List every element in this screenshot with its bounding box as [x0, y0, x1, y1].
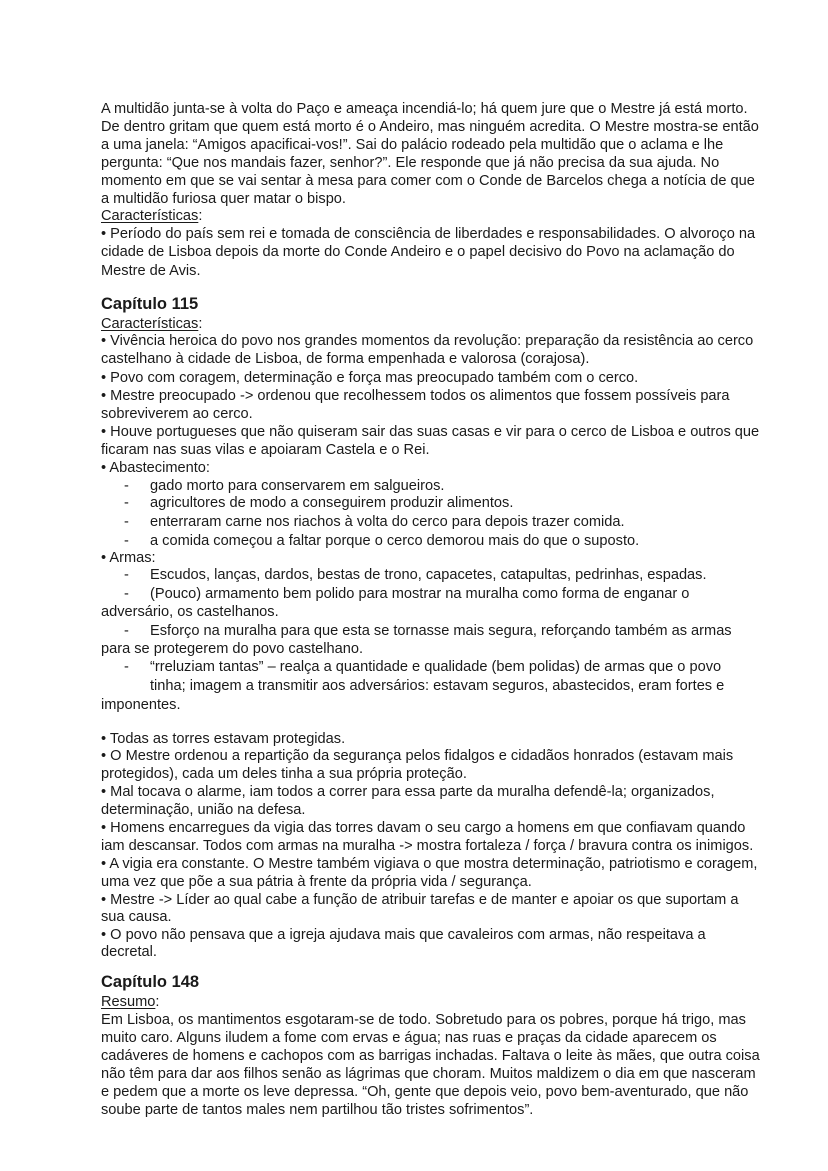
text-line: • O Mestre ordenou a repartição da segurança pelos fidalgos e cidadãos honrados (estavam mais: [101, 748, 734, 764]
list-item: “rreluziam tantas” – realça a quantidade e qualidade (bem polidas) de armas que o povo: [150, 659, 722, 675]
list-item: agricultores de modo a conseguirem produzir alimentos.: [150, 495, 514, 511]
text-line: pergunta: “Que nos mandais fazer, senhor?”. Ele responde que já não precisa da sua ajuda. No: [101, 155, 720, 171]
text-line: • Período do país sem rei e tomada de consciência de liberdades e responsabilidades. O alvoroço na: [101, 226, 756, 242]
text-line: • Houve portugueses que não quiseram sair das suas casas e vir para o cerco de Lisboa e outros que: [101, 424, 760, 440]
label-text: Características: [101, 208, 199, 224]
text-line: • Mal tocava o alarme, iam todos a correr para essa parte da muralha defendê-la; organizados,: [101, 784, 715, 800]
dash-marker: -: [124, 586, 129, 602]
text-line: e pedem que a morte os leve depressa. “Oh, gente que depois veio, povo bem-aventurado, que não: [101, 1084, 749, 1100]
text-line: protegidos), cada um deles tinha a sua própria proteção.: [101, 766, 467, 782]
list-item: enterraram carne nos riachos à volta do cerco para depois trazer comida.: [150, 514, 625, 530]
label-colon: :: [198, 316, 203, 332]
text-line: • Todas as torres estavam protegidas.: [101, 731, 346, 747]
section-label-caracteristicas: [101, 207, 202, 225]
dash-marker: -: [124, 623, 129, 639]
label-colon: :: [155, 994, 160, 1010]
dash-marker: -: [124, 478, 129, 494]
list-item: Esforço na muralha para que esta se tornasse mais segura, reforçando também as armas: [150, 623, 732, 639]
text-line: sobreviverem ao cerco.: [101, 406, 253, 422]
label-colon: :: [198, 208, 203, 224]
armas-label: • Armas:: [101, 550, 156, 566]
text-line: • Homens encarregues da vigia das torres davam o seu cargo a homens em que confiavam quando: [101, 820, 746, 836]
text-line: castelhano à cidade de Lisboa, de forma empenhada e valorosa (corajosa).: [101, 351, 590, 367]
text-line: a uma janela: “Amigos apacificai-vos!”. Sai do palácio rodeado pela multidão que o aclama e lhe: [101, 137, 724, 153]
chapter-heading-148: Capítulo 148: [101, 973, 200, 991]
section-label-resumo: [101, 993, 159, 1011]
list-item-continuation: para se protegerem do povo castelhano.: [101, 641, 364, 657]
list-item: a comida começou a faltar porque o cerco demorou mais do que o suposto.: [150, 533, 640, 549]
text-line: determinação, união na defesa.: [101, 802, 306, 818]
text-line: soube parte de tantos males nem partilhou tão tristes sofrimentos”.: [101, 1102, 534, 1118]
text-line: Em Lisboa, os mantimentos esgotaram-se de todo. Sobretudo para os pobres, porque há trigo, mas: [101, 1012, 746, 1028]
dash-marker: -: [124, 514, 129, 530]
list-item-continuation: imponentes.: [101, 697, 181, 713]
dash-marker: -: [124, 495, 129, 511]
text-line: cadáveres de homens e cachopos com as barrigas inchadas. Faltava o leite às mães, que outra coisa: [101, 1048, 760, 1064]
list-item-continuation: adversário, os castelhanos.: [101, 604, 279, 620]
text-line: momento em que se vai sentar à mesa para comer com o Conde de Barcelos chega a notícia de que: [101, 173, 755, 189]
text-line: • Povo com coragem, determinação e força mas preocupado também com o cerco.: [101, 370, 639, 386]
text-line: cidade de Lisboa depois da morte do Conde Andeiro e o papel decisivo do Povo na aclamação do: [101, 244, 735, 260]
label-text: Resumo: [101, 994, 156, 1010]
dash-marker: -: [124, 567, 129, 583]
text-line: decretal.: [101, 944, 157, 960]
text-line: A multidão junta-se à volta do Paço e ameaça incendiá-lo; há quem jure que o Mestre já está morto.: [101, 101, 748, 117]
text-line: a multidão furiosa quer matar o bispo.: [101, 191, 346, 207]
text-line: uma vez que põe a sua pátria à frente da própria vida / segurança.: [101, 874, 532, 890]
dash-marker: -: [124, 659, 129, 675]
text-line: muito caro. Alguns iludem a fome com ervas e água; nas ruas e praças da cidade aparecem os: [101, 1030, 717, 1046]
text-line: • Mestre preocupado -> ordenou que recolhessem todos os alimentos que fossem possíveis para: [101, 388, 730, 404]
text-line: não têm para dar aos filhos senão as lágrimas que choram. Muitos maldizem o dia em que nasceram: [101, 1066, 756, 1082]
list-item: Escudos, lanças, dardos, bestas de trono, capacetes, catapultas, pedrinhas, espadas.: [150, 567, 707, 583]
chapter-heading-115: Capítulo 115: [101, 295, 199, 313]
text-line: ficaram nas suas vilas e apoiaram Castela e o Rei.: [101, 442, 430, 458]
text-line: De dentro gritam que quem está morto é o Andeiro, mas ninguém acredita. O Mestre mostra-se então: [101, 119, 759, 135]
text-line: iam descansar. Todos com armas na muralha -> mostra fortaleza / força / bravura contra os inimigos.: [101, 838, 754, 854]
text-line: • Abastecimento:: [101, 460, 210, 476]
label-text: Características: [101, 316, 199, 332]
dash-marker: -: [124, 533, 129, 549]
section-label-caracteristicas: [101, 315, 202, 333]
list-item: (Pouco) armamento bem polido para mostrar na muralha como forma de enganar o: [150, 586, 690, 602]
text-line: • A vigia era constante. O Mestre também vigiava o que mostra determinação, patriotismo e coragem,: [101, 856, 758, 872]
text-line: • Mestre -> Líder ao qual cabe a função de atribuir tarefas e de manter e apoiar os que suportam a: [101, 892, 739, 908]
list-item-continuation: tinha; imagem a transmitir aos adversários: estavam seguros, abastecidos, eram fortes e: [150, 678, 725, 694]
text-line: Mestre de Avis.: [101, 263, 201, 279]
text-line: • O povo não pensava que a igreja ajudava mais que cavaleiros com armas, não respeitava a: [101, 927, 706, 943]
text-line: • Vivência heroica do povo nos grandes momentos da revolução: preparação da resistência ao cerco: [101, 333, 754, 349]
text-line: sua causa.: [101, 909, 172, 925]
list-item: gado morto para conservarem em salgueiros.: [150, 478, 445, 494]
